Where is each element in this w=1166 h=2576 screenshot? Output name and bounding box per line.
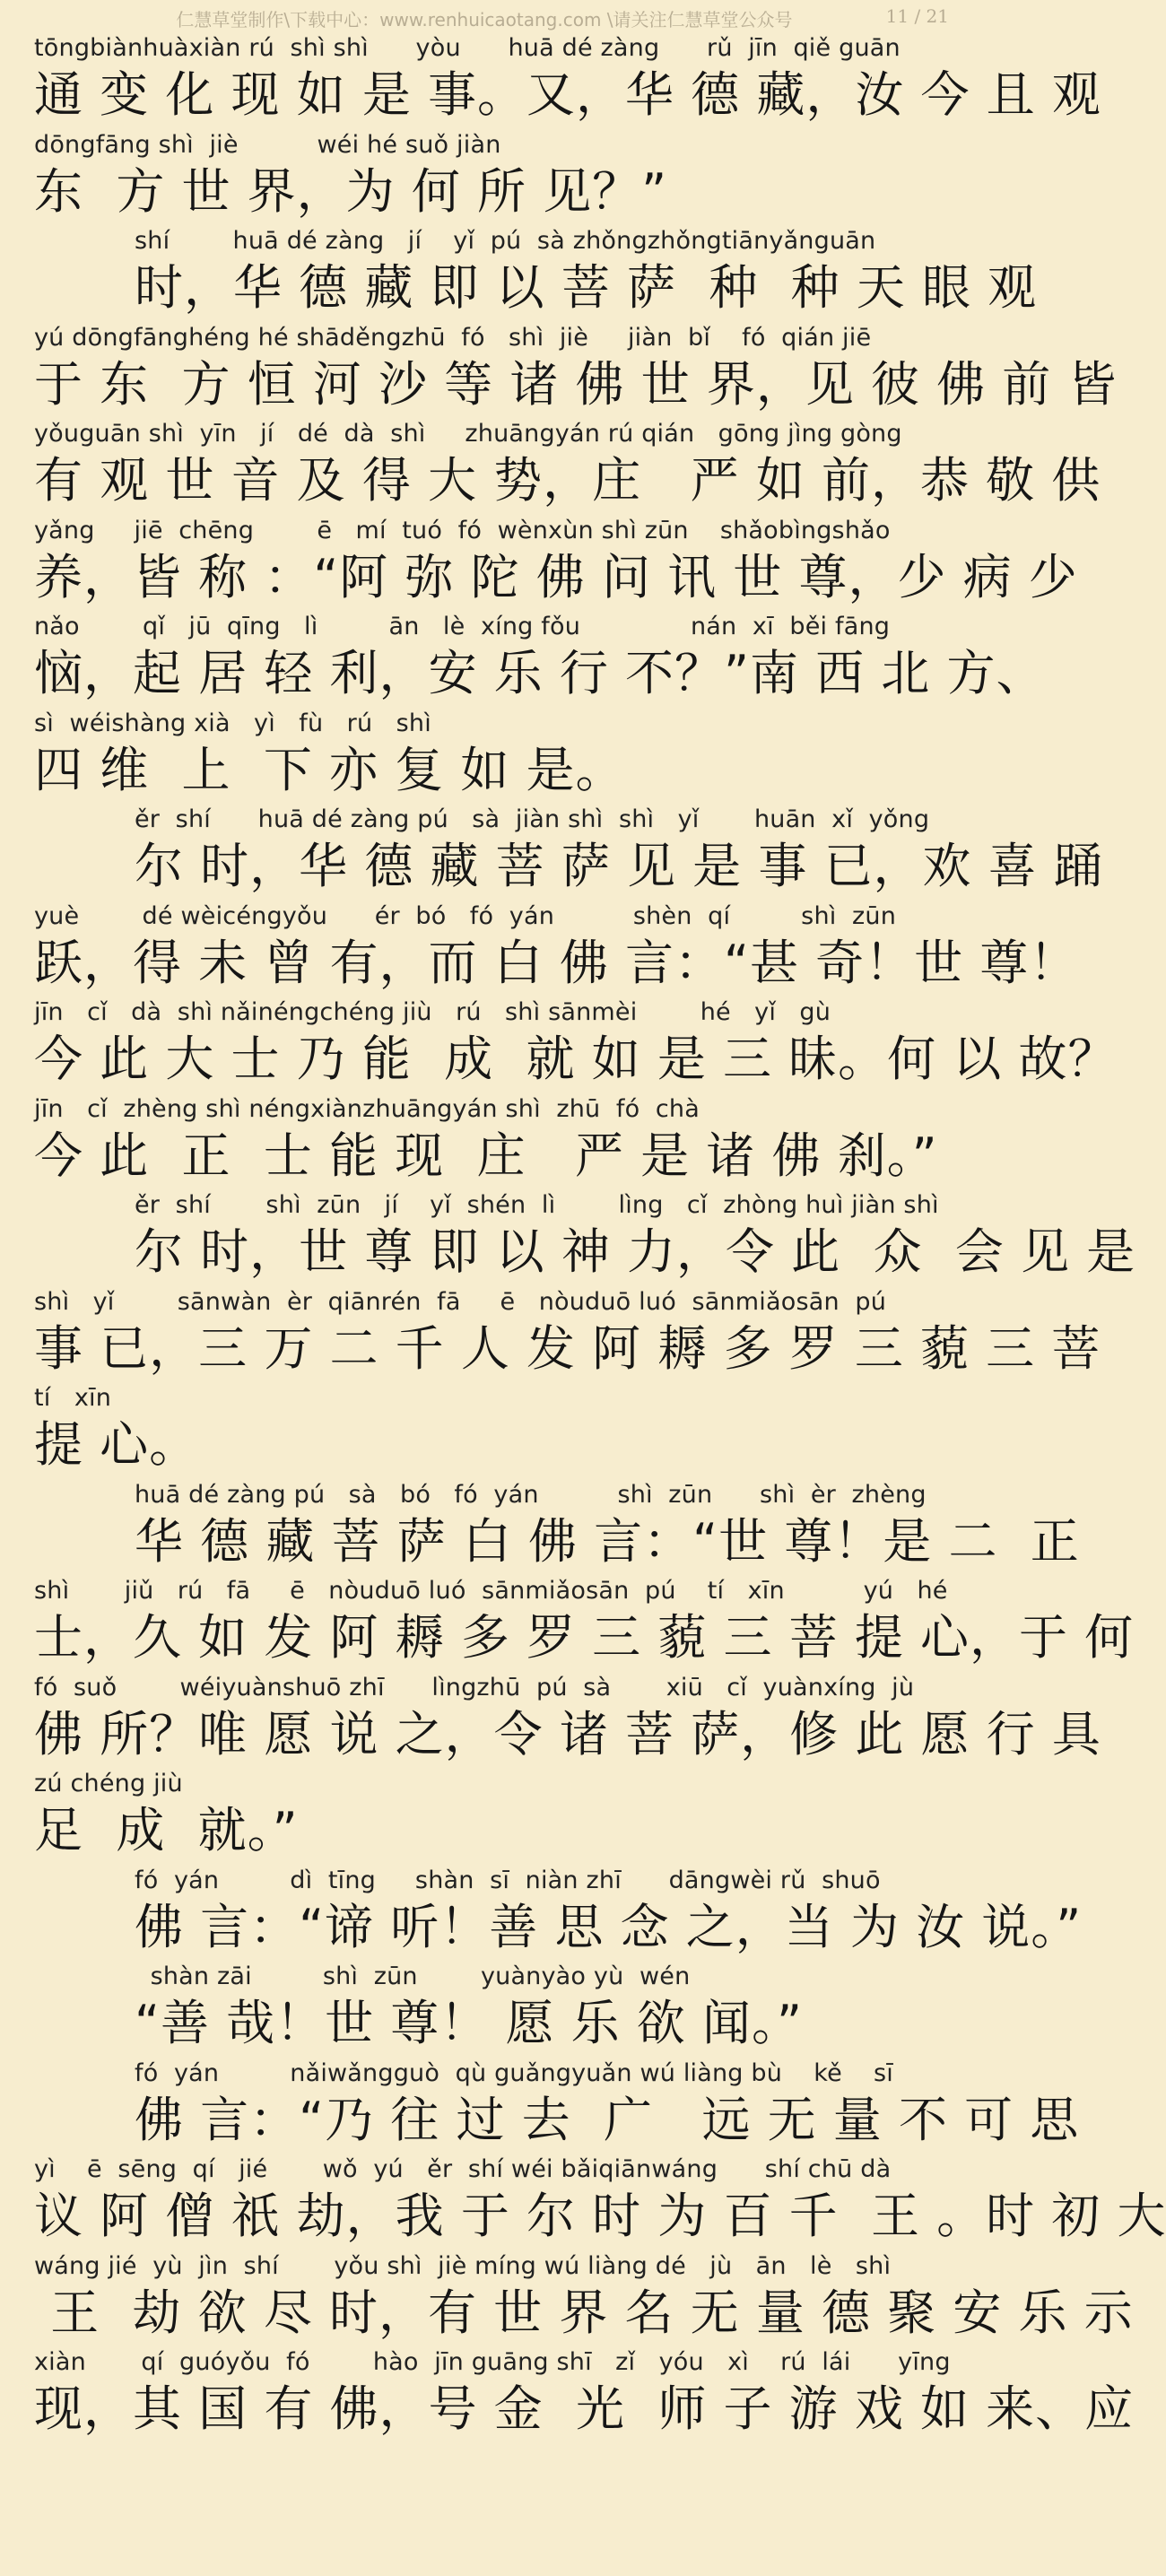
pinyin-line: huā dé zàng pú sà bó fó yán shì zūn shì èr zhèng — [135, 1480, 927, 1509]
text-line — [34, 1189, 1136, 1286]
hanzi-line: 提 心。 — [34, 1416, 199, 1473]
pinyin-line: yì ē sēng qí jié wǒ yú ěr shí wéi bǎiqiānwáng shí chū dà — [34, 2155, 892, 2183]
hanzi-line: 时，华 德 藏 即 以 菩 萨 种 种 天 眼 观 — [135, 259, 1038, 316]
hanzi-line: 佛 言：“乃 往 过 去 广 远 无 量 不 可 思 — [135, 2091, 1080, 2148]
text-line — [34, 901, 1079, 997]
text-line — [34, 804, 1103, 901]
pinyin-line: ěr shí huā dé zàng pú sà jiàn shì shì yǐ huān xǐ yǒng — [135, 805, 930, 833]
scripture-body — [34, 32, 1166, 2443]
pinyin-line: xiàn qí guóyǒu fó hào jīn guāng shī zǐ yóu xì rú lái yīng — [34, 2348, 951, 2376]
text-line — [34, 322, 1118, 419]
pinyin-line: wáng jié yù jìn shí yǒu shì jiè míng wú liàng dé jù ān lè shì — [34, 2251, 892, 2280]
header-text: 仁慧草堂制作\下载中心：www.renhuicaotang.com \请关注仁慧草堂公众号 — [176, 9, 793, 30]
pinyin-line: zú chéng jiù — [34, 1770, 183, 1797]
pinyin-line: fó suǒ wéiyuànshuō zhī lìngzhū pú sà xiū cǐ yuànxíng jù — [34, 1673, 915, 1701]
text-line — [34, 1382, 940, 1479]
hanzi-line: 通 变 化 现 如 是 事。又，华 德 藏，汝 今 且 观 — [34, 66, 1101, 123]
pinyin-line: dōngfāng shì jiè wéi hé suǒ jiàn — [34, 130, 501, 159]
hanzi-line: 有 观 世 音 及 得 大 势，庄 严 如 前，恭 敬 供 — [34, 452, 1101, 509]
hanzi-line: 现，其 国 有 佛，号 金 光 师 子 游 戏 如 来、应 — [34, 2380, 1135, 2437]
hanzi-line: 今 此 大 士 乃 能 成 就 如 是 三 昧。何 以 故？ — [34, 1031, 1118, 1087]
pinyin-line: tí xīn — [34, 1384, 112, 1412]
pinyin-line: ěr shí shì zūn jí yǐ shén lì lìng cǐ zhòng huì jiàn shì — [135, 1191, 939, 1219]
text-line — [34, 515, 1078, 612]
text-line — [34, 2058, 1080, 2154]
text-line — [34, 611, 1046, 708]
hanzi-line: 于 东 方 恒 河 沙 等 诸 佛 世 界，见 彼 佛 前 皆 — [34, 355, 1118, 413]
hanzi-line: 东 方 世 界，为 何 所 见？” — [34, 162, 668, 220]
hanzi-line: 事 已，三 万 二 千 人 发 阿 耨 多 罗 三 藐 三 菩 — [34, 1319, 1101, 1377]
hanzi-line: 足 成 就。” — [34, 1802, 299, 1858]
hanzi-line: 王 劫 欲 尽 时，有 世 界 名 无 量 德 聚 安 乐 示 — [34, 2284, 1134, 2341]
hanzi-line: 今 此 正 士 能 现 庄 严 是 诸 佛 刹。” — [34, 1127, 938, 1184]
text-line — [34, 1865, 1083, 1962]
pinyin-line: shí huā dé zàng jí yǐ pú sà zhǒngzhǒngtiānyǎnguān — [135, 227, 876, 255]
pinyin-line: yǎng jiē chēng ē mí tuó fó wènxùn shì zūn shǎobìngshǎo — [34, 516, 891, 544]
text-line — [34, 129, 940, 226]
text-line — [34, 418, 1101, 515]
pinyin-line: fó yán dì tīng shàn sī niàn zhī dāngwèi rǔ shuō — [135, 1866, 881, 1894]
text-line — [34, 1961, 940, 2058]
pinyin-line: sì wéishàng xià yì fù rú shì — [34, 709, 431, 737]
hanzi-line: 跃，得 未 曾 有，而 白 佛 言：“甚 奇！世 尊！ — [34, 934, 1079, 991]
page-header — [0, 0, 969, 36]
hanzi-line: 华 德 藏 菩 萨 白 佛 言：“世 尊！是 二 正 — [135, 1512, 1080, 1570]
text-line — [34, 2154, 1166, 2250]
text-line — [34, 2250, 1134, 2347]
hanzi-line: 四 维 上 下 亦 复 如 是。 — [34, 741, 625, 798]
text-line — [34, 1672, 1101, 1769]
pinyin-line: nǎo qǐ jū qīng lì ān lè xíng fǒu nán xī běi fāng — [34, 613, 891, 640]
hanzi-line: 士，久 如 发 阿 耨 多 罗 三 藐 三 菩 提 心，于 何 — [34, 1609, 1135, 1666]
pinyin-line: tōngbiànhuàxiàn rú shì shì yòu huā dé zàng rǔ jīn qiě guān — [34, 34, 901, 62]
hanzi-line: 佛 言：“谛 听！善 思 念 之，当 为 汝 说。” — [135, 1898, 1083, 1955]
pinyin-line: jīn cǐ zhèng shì néngxiànzhuāngyán shì zhū fó chà — [34, 1094, 700, 1123]
text-line — [34, 708, 940, 805]
hanzi-line: “善 哉！世 尊！ 愿 乐 欲 闻。” — [135, 1995, 803, 2051]
page-number: 11 / 21 — [885, 5, 949, 27]
text-line — [34, 996, 1118, 1093]
text-line — [34, 1093, 940, 1190]
pinyin-line: fó yán nǎiwǎngguò qù guǎngyuǎn wú liàng bù kě sī — [135, 2058, 893, 2087]
text-line — [34, 2346, 1135, 2443]
text-line — [34, 1768, 940, 1865]
pinyin-line: yǒuguān shì yīn jí dé dà shì zhuāngyán rú qián gōng jìng gòng — [34, 420, 902, 448]
pinyin-line: jīn cǐ dà shì nǎinéngchéng jiù rú shì sānmèi hé yǐ gù — [34, 998, 831, 1026]
pinyin-line: shì jiǔ rú fā ē nòuduō luó sānmiǎosān pú tí xīn yú hé — [34, 1577, 948, 1605]
pinyin-line: yú dōngfānghéng hé shāděngzhū fó shì jiè jiàn bǐ fó qián jiē — [34, 323, 872, 352]
text-line — [34, 1479, 1080, 1576]
text-line — [34, 1575, 1135, 1672]
hanzi-line: 养，皆 称 ：“阿 弥 陀 佛 问 讯 世 尊，少 病 少 — [34, 548, 1078, 605]
hanzi-line: 尔 时，华 德 藏 菩 萨 见 是 事 已，欢 喜 踊 — [135, 838, 1103, 894]
text-line — [34, 225, 1038, 322]
pinyin-line: yuè dé wèicéngyǒu ér bó fó yán shèn qí shì zūn — [34, 901, 897, 930]
hanzi-line: 恼，起 居 轻 利，安 乐 行 不？”南 西 北 方、 — [34, 645, 1046, 701]
hanzi-line: 尔 时，世 尊 即 以 神 力，令 此 众 会 见 是 — [135, 1223, 1136, 1280]
pinyin-line: shì yǐ sānwàn èr qiānrén fā ē nòuduō luó sānmiǎosān pú — [34, 1287, 887, 1316]
text-line — [34, 1286, 1101, 1383]
hanzi-line: 议 阿 僧 祇 劫，我 于 尔 时 为 百 千 王 。时 初 大 — [34, 2188, 1166, 2244]
text-line — [34, 32, 1101, 129]
hanzi-line: 佛 所？唯 愿 说 之，令 诸 菩 萨，修 此 愿 行 具 — [34, 1705, 1101, 1762]
pinyin-line: shàn zāi shì zūn yuànyào yù wén — [135, 1962, 691, 1990]
